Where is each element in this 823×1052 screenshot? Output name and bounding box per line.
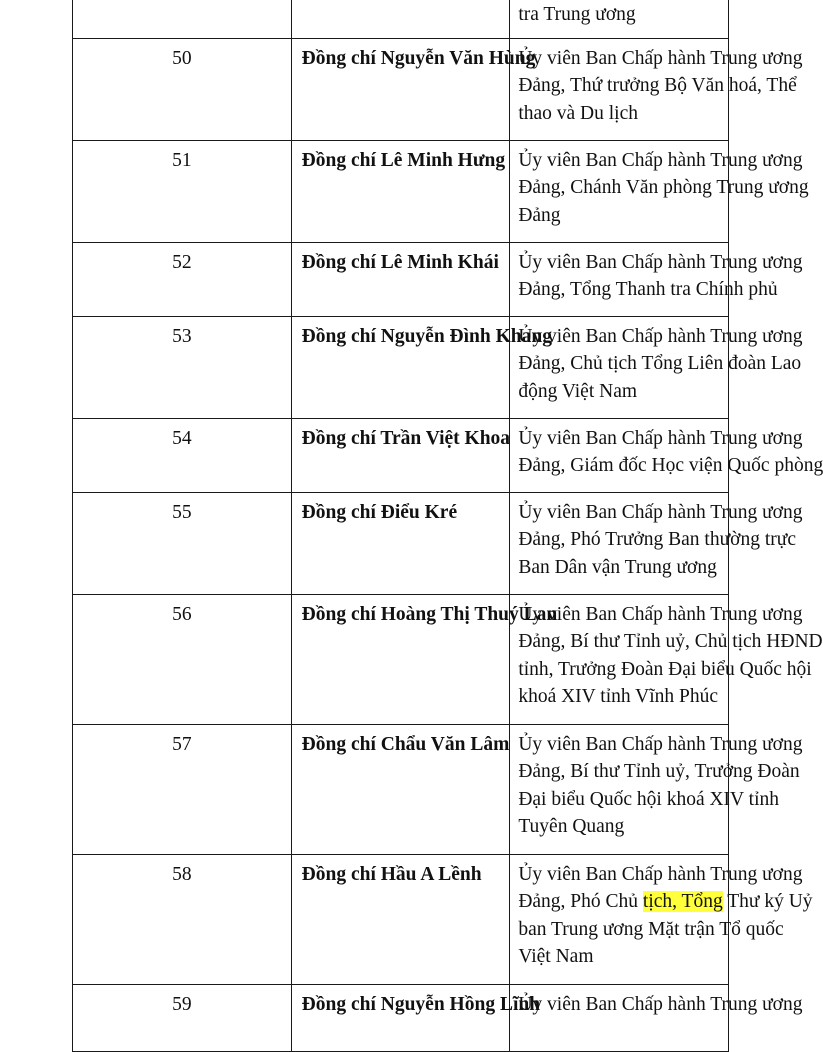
position-line: Đảng, Bí thư Tỉnh uỷ, Trưởng Đoàn [518,761,800,783]
name-cell [291,985,541,1052]
position-line: Ủy viên Ban Chấp hành Trung ương [518,604,803,625]
row-number: 56 [172,604,192,625]
name-cell [291,493,510,595]
position-line: ban Trung ương Mặt trận Tổ quốc [518,918,784,940]
name-cell [291,725,510,855]
member-name: Đồng chí Nguyễn Đình Khang [301,326,552,347]
member-name: Đồng chí Nguyễn Văn Hùng [301,48,536,69]
position-cell [510,243,803,317]
position-cell [510,39,803,141]
row-number-cell [73,595,292,725]
table-row [73,39,729,141]
table-row [73,419,729,493]
row-number-cell [73,39,292,141]
position-cell [510,419,823,493]
position-line-tail: Thư ký Uỷ [722,891,813,913]
position-cell [510,725,803,855]
highlighted-text: tịch, Tổng [642,891,723,913]
table-row [73,0,729,39]
member-name: Đồng chí Chẩu Văn Lâm [301,734,510,755]
position-line: Đảng, Chủ tịch Tổng Liên đoàn Lao [518,353,802,375]
position-line: động Việt Nam [518,380,638,402]
position-line: Đảng, Bí thư Tỉnh uỷ, Chủ tịch HĐND [518,631,823,653]
position-cell [510,855,813,985]
table-row [73,243,729,317]
position-cell [510,141,809,243]
table-row [73,141,729,243]
name-cell [291,39,536,141]
row-number-cell [73,141,292,243]
row-number-cell [73,985,292,1052]
table-row [73,855,729,985]
position-line: thao và Du lịch [518,102,638,124]
table-row [73,595,729,725]
member-name: Đồng chí Hầu A Lềnh [301,864,482,885]
row-number-cell [73,243,292,317]
position-line: khoá XIV tỉnh Vĩnh Phúc [518,685,719,707]
name-cell [291,141,510,243]
row-number: 54 [172,428,192,449]
position-line: Đại biểu Quốc hội khoá XIV tỉnh [518,788,779,810]
member-name: Đồng chí Trần Việt Khoa [301,428,511,449]
member-name: Đồng chí Lê Minh Khái [301,252,499,273]
member-name: Đồng chí Lê Minh Hưng [301,150,506,171]
name-cell [291,317,552,419]
position-cell [510,595,823,725]
position-line: Ủy viên Ban Chấp hành Trung ương [518,252,803,273]
member-name: Đồng chí Hoàng Thị Thuý Lan [301,604,558,625]
row-number: 50 [172,48,192,69]
row-number: 53 [172,326,192,347]
member-table [72,0,823,1052]
position-line: Tuyên Quang [518,815,625,837]
row-number: 58 [172,864,192,885]
position-line: Đảng, Giám đốc Học viện Quốc phòng [518,455,823,477]
position-line: Ủy viên Ban Chấp hành Trung ương [518,864,803,885]
position-line: Đảng, Thứ trưởng Bộ Văn hoá, Thể [518,75,797,97]
position-cell [510,317,803,419]
row-number: 57 [172,734,192,755]
member-name: Đồng chí Nguyễn Hồng Lĩnh [301,994,541,1015]
position-cell [510,985,803,1052]
position-line: tỉnh, Trưởng Đoàn Đại biểu Quốc hội [518,658,812,680]
member-name: Đồng chí Điểu Kré [301,502,458,523]
row-number-cell [73,0,292,39]
position-line: Đảng, Chánh Văn phòng Trung ương [518,177,809,199]
row-number-cell [73,855,292,985]
position-line-head: Đảng, Phó Chủ [518,891,643,913]
position-cell [510,493,803,595]
table-row [73,493,729,595]
position-line [518,888,813,915]
position-line: Ủy viên Ban Chấp hành Trung ương [518,150,803,171]
position-line: Đảng [518,204,561,226]
position-line: Việt Nam [518,945,594,967]
row-number-cell [73,317,292,419]
position-line: tra Trung ương [518,4,636,25]
position-line: Ban Dân vận Trung ương [518,556,717,578]
table-row [73,985,729,1052]
name-cell [291,243,510,317]
row-number: 52 [172,252,192,273]
member-table-body [73,0,823,1052]
position-line: Ủy viên Ban Chấp hành Trung ương [518,994,803,1015]
position-line: Ủy viên Ban Chấp hành Trung ương [518,502,803,523]
table-row [73,725,729,855]
position-line: Ủy viên Ban Chấp hành Trung ương [518,48,803,69]
position-cell [510,0,729,39]
position-line: Đảng, Tổng Thanh tra Chính phủ [518,279,778,301]
name-cell [291,419,510,493]
table-row [73,317,729,419]
row-number: 51 [172,150,192,171]
name-cell [291,855,510,985]
position-line: Ủy viên Ban Chấp hành Trung ương [518,428,803,449]
row-number: 55 [172,502,192,523]
row-number-cell [73,419,292,493]
row-number-cell [73,493,292,595]
position-line: Ủy viên Ban Chấp hành Trung ương [518,326,803,347]
name-cell [291,0,510,39]
row-number-cell [73,725,292,855]
row-number: 59 [172,994,192,1015]
position-line: Đảng, Phó Trưởng Ban thường trực [518,529,796,551]
name-cell [291,595,558,725]
position-line: Ủy viên Ban Chấp hành Trung ương [518,734,803,755]
